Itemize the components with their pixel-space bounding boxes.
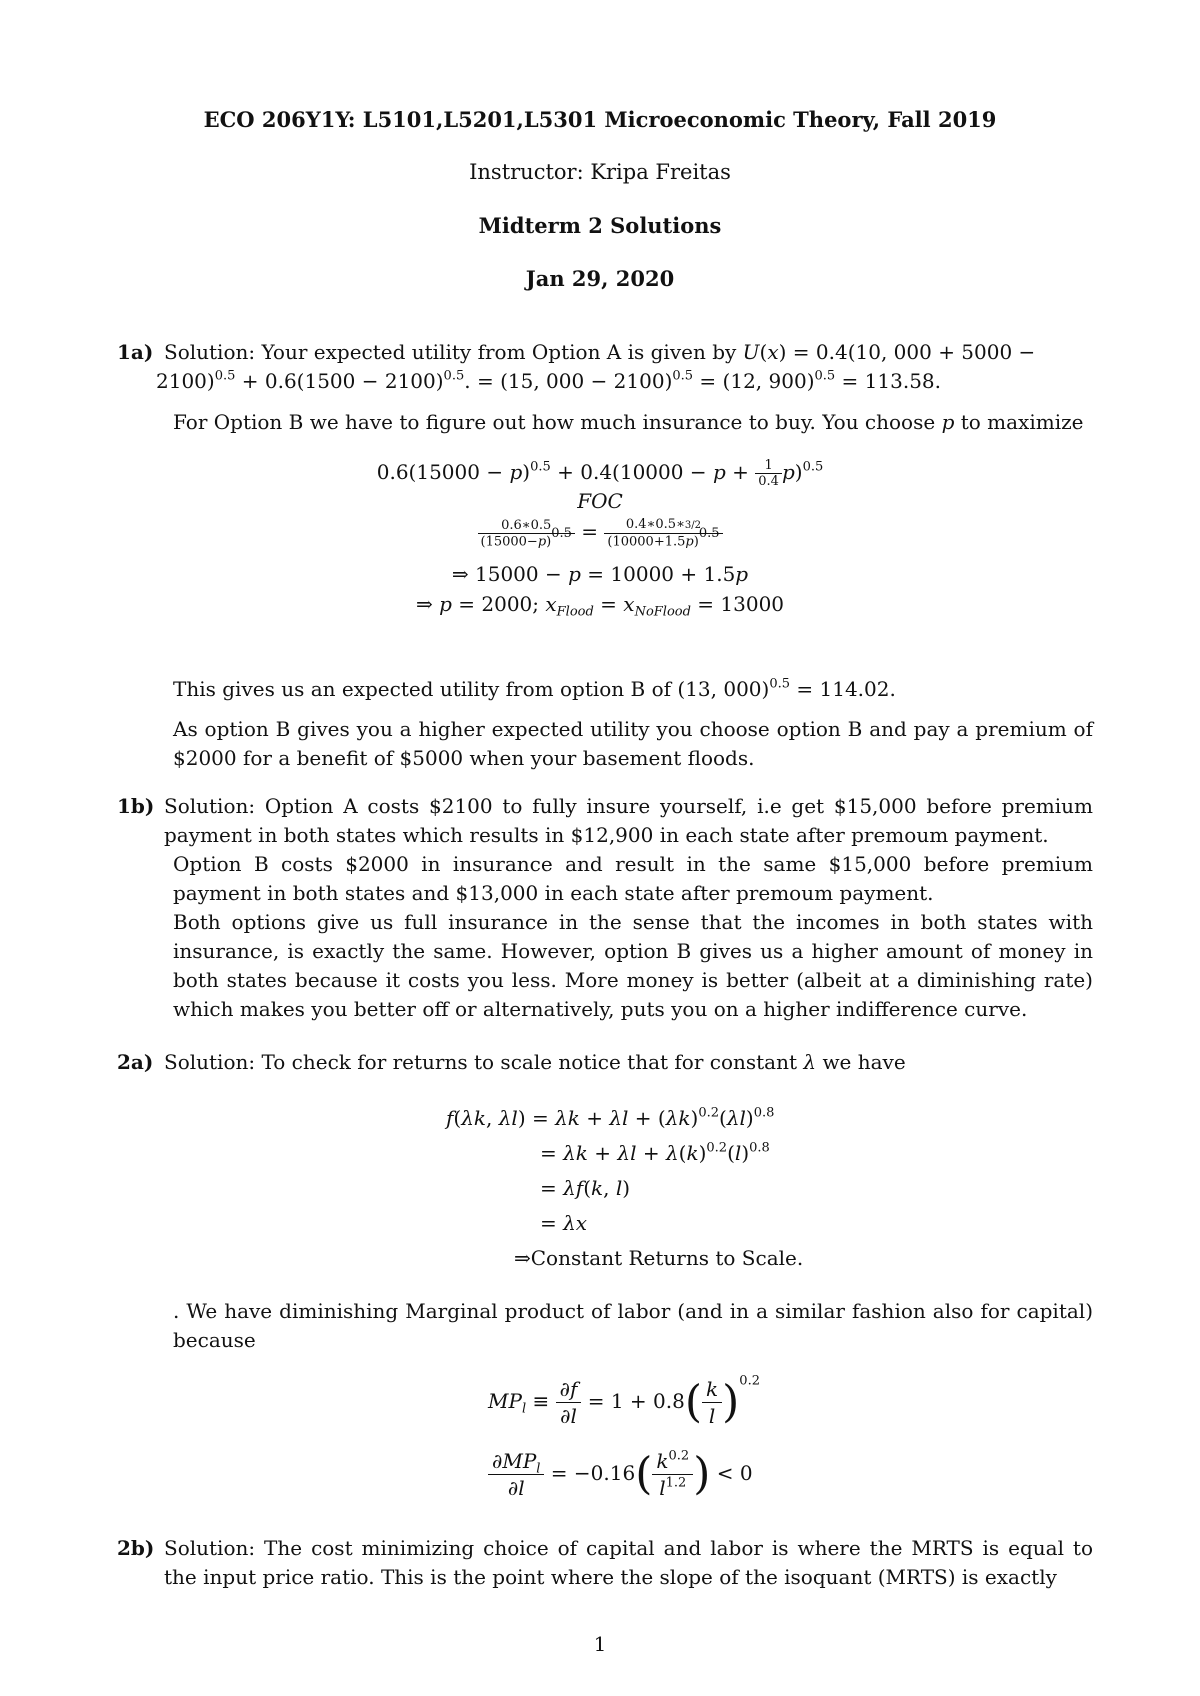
question-label-2b: 2b) bbox=[117, 1536, 155, 1560]
q2a-crs-conclusion: ⇒Constant Returns to Scale. bbox=[514, 1246, 804, 1270]
instructor-line: Instructor: Kripa Freitas bbox=[469, 160, 731, 184]
q2b-text: Solution: The cost minimizing choice of capital and labor is where the MRTS is equal to the input price ratio. This is the point where the slope of the isoquant (MRTS) is exactly bbox=[164, 1536, 1093, 1589]
question-label-2a: 2a) bbox=[117, 1050, 154, 1074]
q1b-paragraph-2: Option B costs $2000 in insurance and result in the same $15,000 before premium payment in both states and $13,000 in each state after premoum payment. bbox=[173, 852, 1093, 905]
q2a-scale-equation-4: = λx bbox=[540, 1211, 588, 1235]
document-title: ECO 206Y1Y: L5101,L5201,L5301 Microeconomic Theory, Fall 2019 bbox=[203, 107, 997, 132]
q1a-solution-equation: ⇒ p = 2000; $x_{Flood} = x_{NoFlood} = 13000$ bbox=[415, 592, 785, 620]
question-label-1a: 1a) bbox=[117, 340, 154, 364]
q2a-scale-equation-2: = $\lambda k + \lambda l + \lambda(k)^{0.2}(l)^{0.8}$ bbox=[540, 1140, 770, 1165]
q1b-paragraph-3: Both options give us full insurance in the sense that the incomes in both states with insurance, is exactly the same. However, option B gives us a higher amount of money in both states because it costs you less. More money is better (albeit at a diminishing rate) which makes you better off or alternatively, puts you on a higher indifference curve. bbox=[173, 910, 1093, 1021]
document-date: Jan 29, 2020 bbox=[525, 266, 675, 291]
q1a-foc-label: FOC bbox=[577, 489, 623, 513]
q2a-intro: Solution: To check for returns to scale notice that for constant λ we have bbox=[164, 1050, 906, 1074]
q2a-mpl-equation: $MP_l$ ≡ $\frac{\partial f}{\partial l}$ = 1 + 0.8( $\frac{k}{l}$ )$^{0.2}$ bbox=[488, 1373, 760, 1428]
document-subtitle: Midterm 2 Solutions bbox=[478, 213, 722, 238]
page-number: 1 bbox=[593, 1632, 607, 1656]
q1a-option-b-text: For Option B we have to figure out how much insurance to buy. You choose p to maximize bbox=[173, 410, 1084, 434]
q2a-mp-text: . We have diminishing Marginal product of labor (and in a similar fashion also for capital) because bbox=[173, 1299, 1093, 1352]
q1a-intro: Solution: Your expected utility from Option A is given by U(x) = 0.4(10, 000 + 5000 − $2100)^{0.5} + 0.6(1500 - 2100)^{0.5}$. = (15, 000 − 2100)$^{0.5}$ = (12, 900)$^{0.5}$ = 113.58. bbox=[156, 340, 1036, 393]
q1a-foc-equation: $\frac{0.6∗0.5}{(15000-p)^{0.5}}$ = $\frac{0.4∗0.5∗3/2}{(10000+1.5p)^{0.5}}$ bbox=[0, 517, 1200, 549]
q1b-paragraph-1: Solution: Option A costs $2100 to fully insure yourself, i.e get $15,000 before premium payment in both states which results in $12,900 in each state after premoum payment. bbox=[164, 794, 1093, 847]
q2a-dmpl-equation: $\partial MP_l$ ∂l = −0.16( $\frac{k^{0.2}}{l^{1.2}}$ ) < 0 bbox=[488, 1448, 753, 1501]
q2a-scale-equation-3: = λf(k, l) bbox=[540, 1176, 631, 1200]
q2a-scale-equation-1: f(λk, $\lambda l) = \lambda k + \lambda l + (\lambda k)^{0.2}(\lambda l)^{0.8}$ bbox=[446, 1105, 775, 1130]
q1a-result-text: This gives us an expected utility from option B of (13, 000)$^{0.5}$ = 114.02. bbox=[173, 676, 896, 701]
q1a-step-equation: ⇒ 15000 − p = 10000 + 1.5p bbox=[451, 562, 749, 586]
q1a-objective-equation: $0.6(15000 - p)^{0.5} + 0.4(10000 - p$ + $\frac{1}{0.4}$ p)$^{0.5}$ bbox=[376, 458, 824, 489]
question-label-1b: 1b) bbox=[117, 794, 155, 818]
q1a-conclusion-text: As option B gives you a higher expected utility you choose option B and pay a premium of $2000 for a benefit of $5000 when your basement floods. bbox=[173, 717, 1093, 770]
